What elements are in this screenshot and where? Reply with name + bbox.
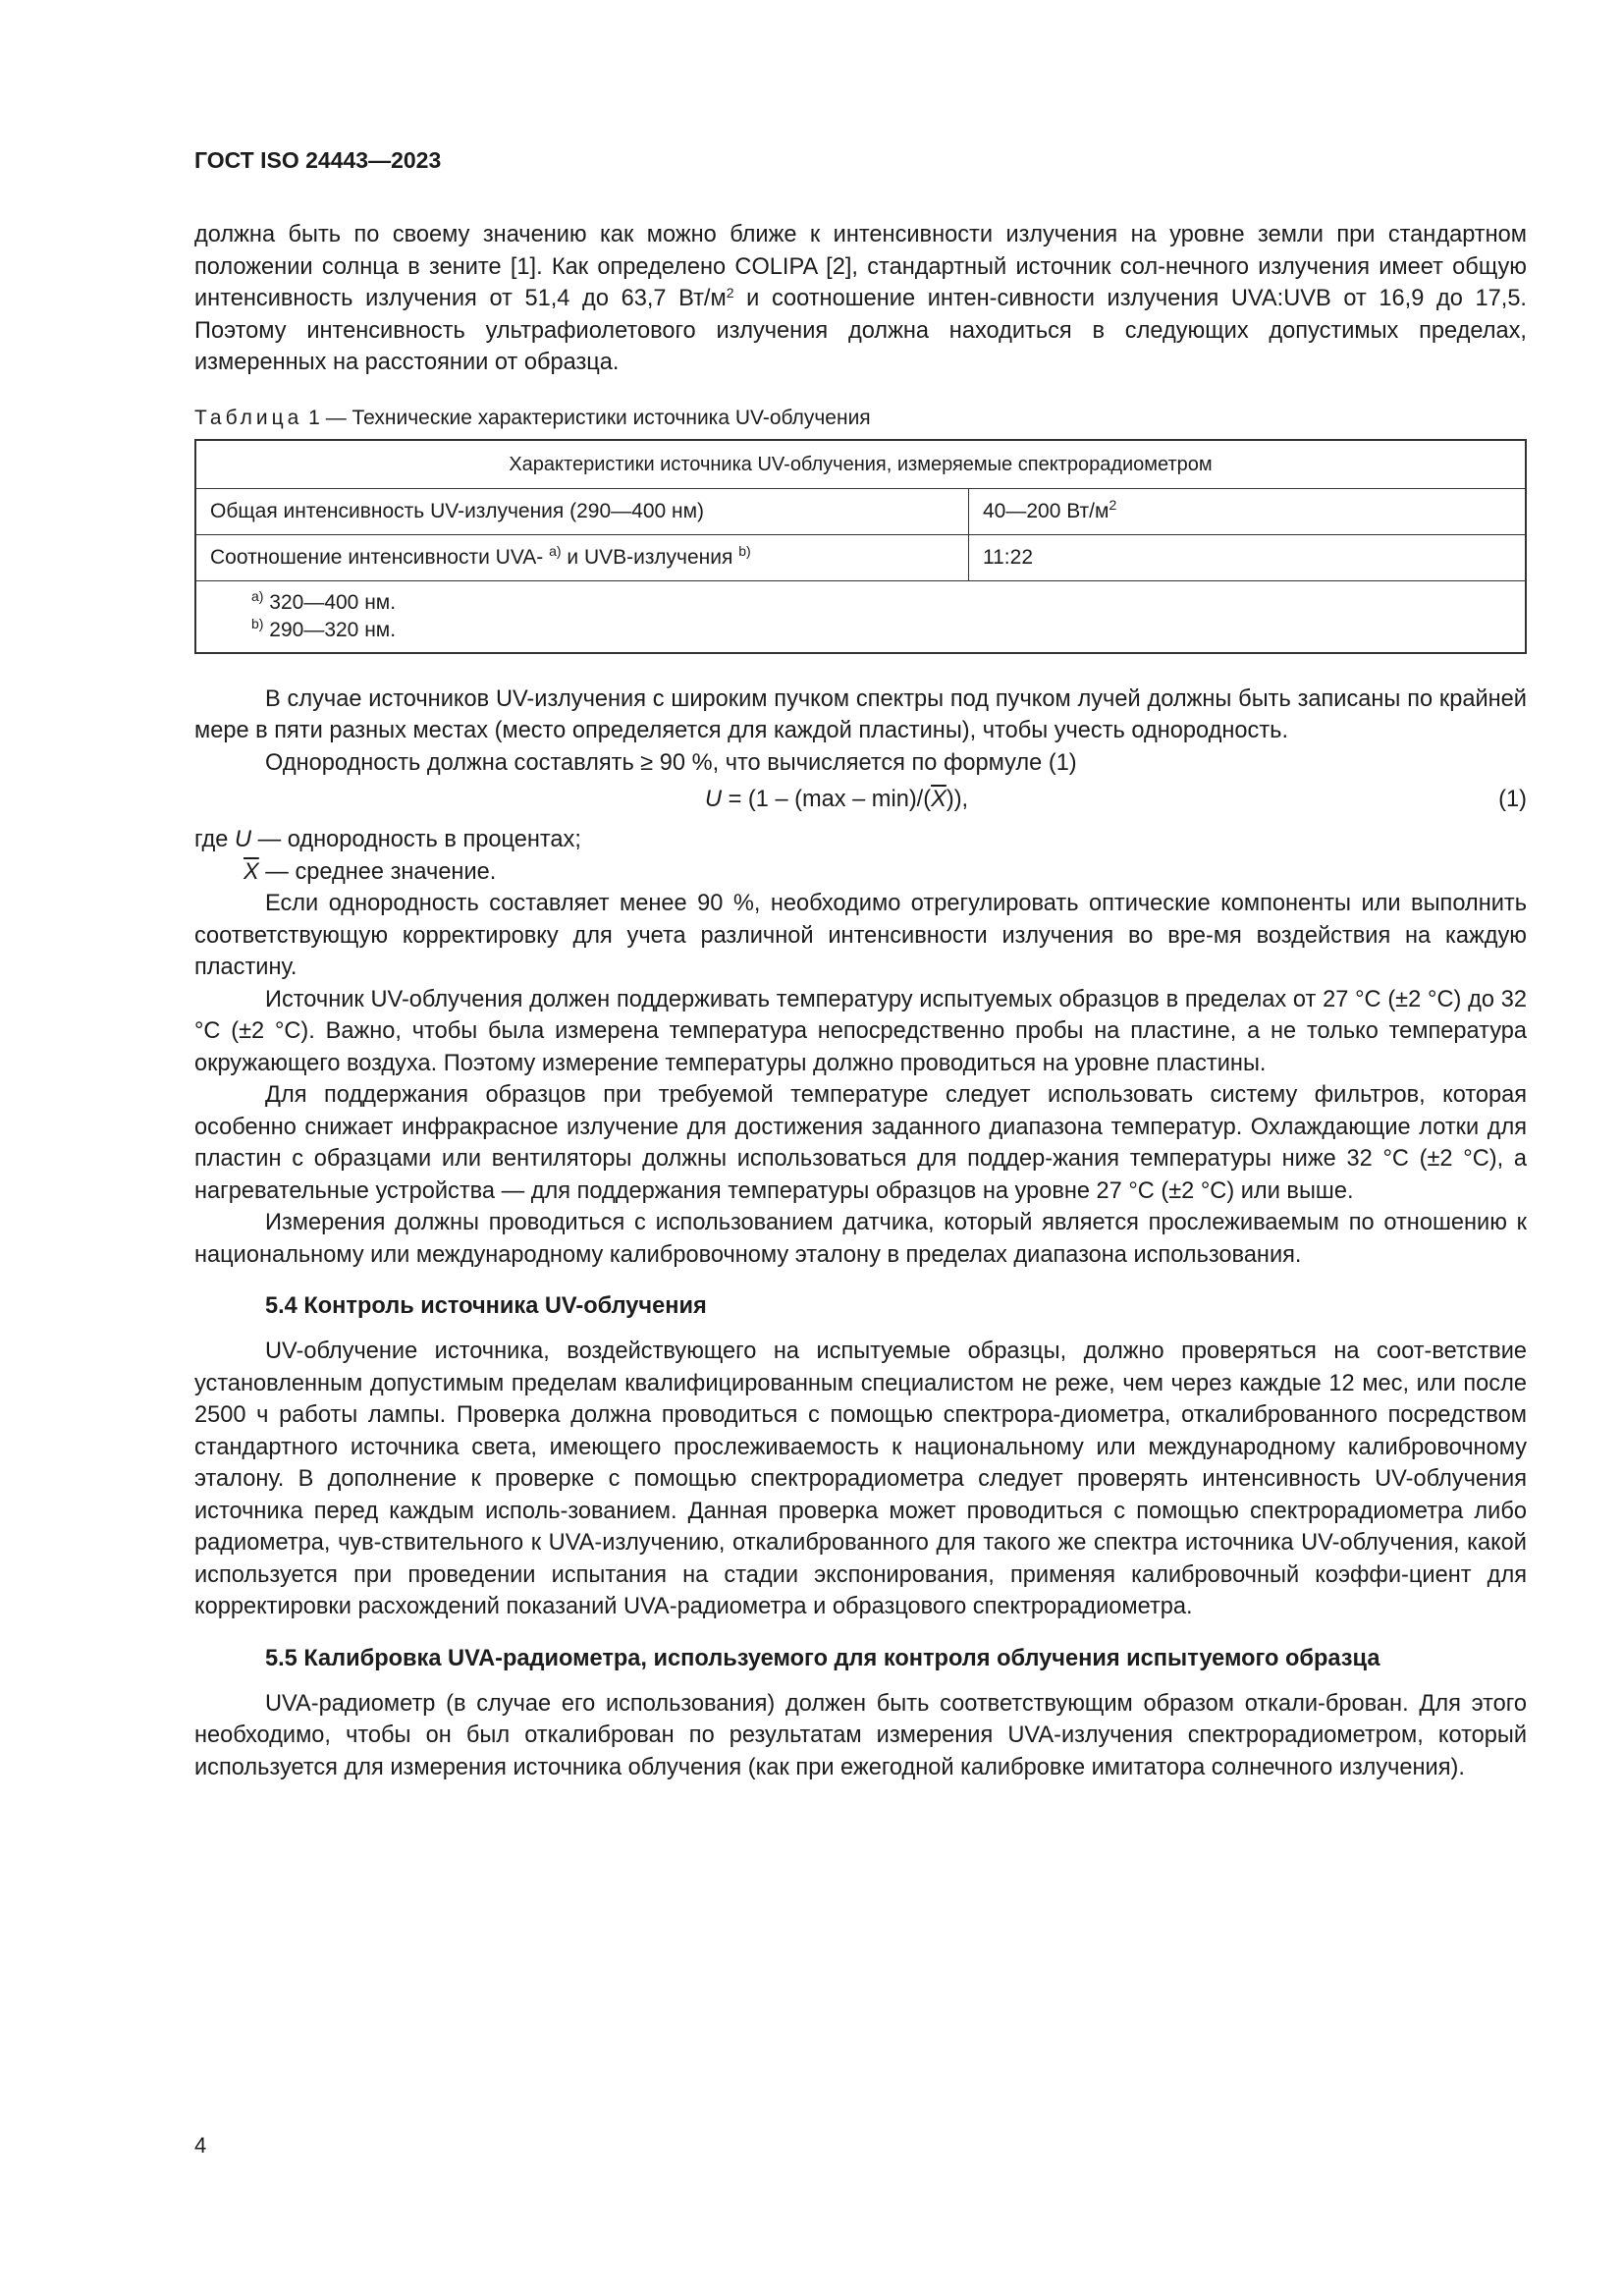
table-notes <box>195 580 1526 653</box>
formula-xbar: $\overline{X}$ <box>931 787 947 812</box>
table-cell-label <box>195 534 969 580</box>
formula-expression <box>705 781 968 818</box>
legend-text-u: — однородность в процентах; <box>251 827 581 852</box>
page-number: 4 <box>194 2133 207 2158</box>
note-b-text: 290—320 нм. <box>263 618 397 641</box>
formula-legend <box>194 824 1527 888</box>
legend-row-x <box>194 856 1527 889</box>
formula-number: (1) <box>1498 787 1527 812</box>
paragraph-calibration: UVA-радиометр (в случае его использования) должен быть соответствующим образом откали-брован. Для этого необходимо, чтобы он был откалиброван по результатам измерения UVA-излучения спектрорадиометром, который используется для измерения источника облучения (как при ежегодной калибровке имитатора солнечного излучения). <box>194 1690 1527 1780</box>
legend-text-x: — среднее значение. <box>258 858 497 885</box>
row1-value-superscript: 2 <box>1109 496 1117 513</box>
legend-row-u <box>194 824 1527 856</box>
legend-where: где <box>194 827 235 852</box>
note-a-mark: a) <box>251 587 264 604</box>
table-note-a <box>251 589 1525 617</box>
table-notes-row <box>195 580 1526 653</box>
legend-var-x: $\overline{X}$ <box>243 858 259 885</box>
intro-superscript: 2 <box>726 285 734 301</box>
paragraph-filters: Для поддержания образцов при требуемой температуре следует использовать систему фильтров, которая особенно снижает инфракрасное излучение для достижения заданного диапазона температур. Охлаждающие лотки для пластин с образцами или вентиляторы должны использоваться для поддер-жания температуры ниже 32 °С (±2 °С), а нагревательные устройства — для поддержания температуры образцов на уровне 27 °С (±2 °С) или выше. <box>194 1082 1527 1204</box>
formula-var: U <box>705 787 723 812</box>
document-header: ГОСТ ISO 24443—2023 <box>194 147 442 173</box>
table-caption-word: Таблица <box>194 406 303 429</box>
table-cell-value <box>969 488 1527 534</box>
document-page <box>194 147 1527 1783</box>
formula-end: )), <box>946 787 969 812</box>
footnote-mark-a: a) <box>549 542 562 559</box>
row2-label-a: Соотношение интенсивности UVA- <box>210 545 544 569</box>
paragraph-sensor: Измерения должны проводиться с использованием датчика, который является прослеживаемым по отношению к национальному или международному калибровочному эталону в пределах диапазона использования. <box>194 1210 1527 1268</box>
uv-characteristics-table <box>194 439 1527 654</box>
table-cell-label: Общая интенсивность UV-излучения (290—400 нм) <box>195 488 969 534</box>
paragraph-control: UV-облучение источника, воздействующего на испытуемые образцы, должно проверяться на соот-ветствие установленным допустимым пределам квалифицированным специалистом не реже, чем через каждые 12 мес, или после 2500 ч работы лампы. Проверка должна проводиться с помощью спектрора-диометра, откалиброванного посредством стандартного источника света, имеющего прослеживаемость к национальному или международному калибровочному эталону. В дополнение к проверке с помощью спектрорадиометра следует проверять интенсивность UV-облучения источника перед каждым исполь-зованием. Данная проверка может проводиться с помощью спектрорадиометра либо радиометра, чув-ствительного к UVA-излучению, откалиброванного для такого же спектра источника UV-облучения, какой используется при проведении испытания на стадии экспонирования, применяя калибровочный коэффи-циент для корректировки расхождений показаний UVA-радиометра и образцового спектрорадиометра. <box>194 1339 1527 1619</box>
intro-text-a: должна быть по своему значению как можно ближе к интенсивности излучения на уровне земли при стандартном положении солнца в зените [1]. Как определено COLIPA [2], стандартный источник сол-нечного излучения имеет общую интенсивность излучения от 51,4 до 63,7 Вт/м <box>194 222 1527 311</box>
table-header-cell: Характеристики источника UV-облучения, измеряемые спектрорадиометром <box>195 440 1526 489</box>
formula <box>194 781 1527 818</box>
table-note-b <box>251 617 1525 644</box>
table-row <box>195 534 1526 580</box>
formula-mid: = (1 – (max – min)/( <box>722 787 932 812</box>
table-cell-value: 11:22 <box>969 534 1527 580</box>
note-a-text: 320—400 нм. <box>263 590 397 614</box>
note-b-mark: b) <box>251 615 264 631</box>
table-caption <box>194 407 1527 430</box>
paragraph-temperature: Источник UV-облучения должен поддерживать температуру испытуемых образцов в пределах от 27 °С (±2 °С) до 32 °С (±2 °С). Важно, чтобы была измерена температура непосредственно пробы на пластине, а не только температура окружающего воздуха. Поэтому измерение температуры должно проводиться на уровне пластины. <box>194 986 1527 1076</box>
row1-value-text: 40—200 Вт/м <box>983 499 1109 522</box>
paragraph-uniformity: Однородность должна составлять ≥ 90 %, что вычисляется по формуле (1) <box>265 749 1077 776</box>
intro-paragraph <box>194 219 1527 379</box>
section-heading-5-5: 5.5 Калибровка UVA-радиометра, используемого для контроля облучения испытуемого образца <box>265 1645 1380 1671</box>
paragraph-spectra: В случае источников UV-излучения с широким пучком спектры под пучком лучей должны быть записаны по крайней мере в пяти разных местах (место определяется для каждой пластины), чтобы учесть однородность. <box>194 685 1527 743</box>
table-row <box>195 488 1526 534</box>
table-caption-text: 1 — Технические характеристики источника UV-облучения <box>302 406 871 429</box>
footnote-mark-b: b) <box>738 542 751 559</box>
paragraph-adjust: Если однородность составляет менее 90 %, необходимо отрегулировать оптические компоненты или выполнить соответствующую корректировку для учета различной интенсивности излучения во вре-мя воздействия на каждую пластину. <box>194 891 1527 980</box>
row2-label-b: и UVB-излучения <box>561 545 733 569</box>
intro-text-b: и соотношение интен-сивности излучения UVA:UVB от 16,9 до 17,5. Поэтому интенсивность ультрафиолетового излучения должна находиться в следующих допустимых пределах, измеренных на расстоянии от образца. <box>194 286 1527 375</box>
legend-var-u: U <box>235 827 252 852</box>
table-header-row <box>195 440 1526 489</box>
section-heading-5-4: 5.4 Контроль источника UV-облучения <box>265 1293 707 1319</box>
